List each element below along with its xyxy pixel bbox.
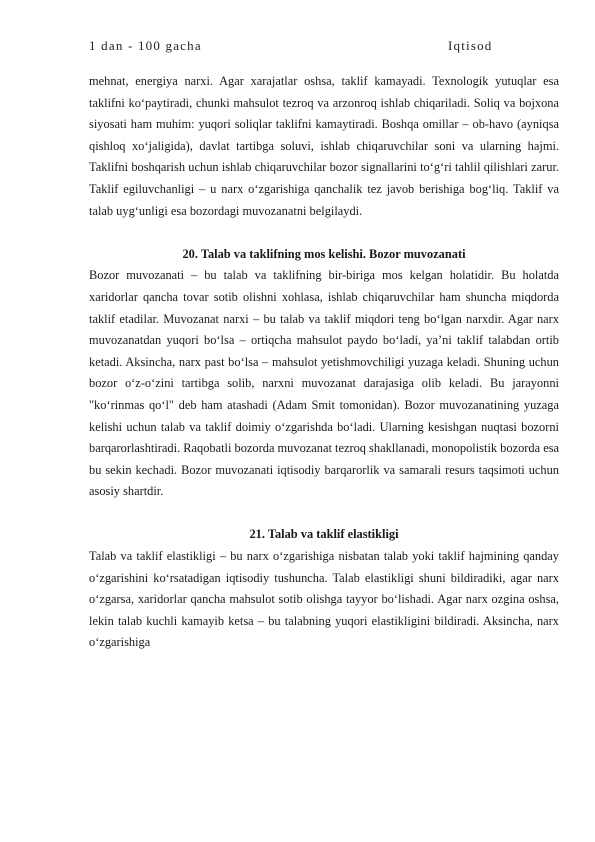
section-gap	[89, 222, 559, 244]
section-20-heading: 20. Talab va taklifning mos kelishi. Bozor muvozanati	[182, 246, 466, 261]
section-21-heading: 21. Talab va taklif elastikligi	[249, 527, 399, 542]
document-body	[89, 71, 559, 654]
intro-paragraph: mehnat, energiya narxi. Agar xarajatlar oshsa, taklif kamayadi. Texnologik yutuqlar esa taklifni ko‘paytiradi, chunki mahsulot tezroq va arzonroq ishlab chiqariladi. Soliq va bojxona siyosati ham muhim: yuqori soliqlar taklifni kamaytiradi. Boshqa omillar – ob-havo (ayniqsa qishloq xo‘jaligida), davlat tartibga soluvi, ishlab chiqaruvchilar soni va ularning hajmi. Taklifni boshqarish uchun ishlab chiqaruvchilar bozor signallarini to‘g‘ri tahlil qilishlari zarur. Taklif egiluvchanligi – u narx o‘zgarishiga qanchalik tez javob berishiga bog‘liq. Taklif va talab uyg‘unligi esa bozordagi muvozanatni belgilaydi.	[89, 74, 559, 218]
section-gap	[89, 503, 559, 525]
header-page-range: 1 dan - 100 gacha	[89, 38, 202, 53]
section-20-paragraph: Bozor muvozanati – bu talab va taklifning bir-biriga mos kelgan holatidir. Bu holatda xaridorlar qancha tovar sotib olishni xohlasa, ishlab chiqaruvchilar ham shuncha miqdorda taklif etadilar. Muvozanat narxi – bu talab va taklif miqdori teng bo‘lgan narxdir. Agar narx muvozanatdan yuqori bo‘lsa – ortiqcha mahsulot paydo bo‘ladi, ya’ni taklif talabdan ortib ketadi. Aksincha, narx past bo‘lsa – mahsulot yetishmovchiligi yuzaga keladi. Shuning uchun bozor o‘z-o‘zini tartibga solib, narxni muvozanat darajasiga olib keladi. Bu jarayonni "ko‘rinmas qo‘l" deb ham atashadi (Adam Smit tomonidan). Bozor muvozanatining yuzaga kelishi uchun talab va taklif doimiy o‘zgarishda bo‘ladi. Ularning kesishgan nuqtasi bozorni barqarorlashtiradi. Raqobatli bozorda muvozanat tezroq shakllanadi, monopolistik bozorda esa bu sekin kechadi. Bozor muvozanati iqtisodiy barqarorlik va samarali resurs taqsimoti uchun asosiy shartdir.	[89, 268, 560, 499]
section-21-paragraph: Talab va taklif elastikligi – bu narx o‘zgarishiga nisbatan talab yoki taklif hajmining qanday o‘zgarishini ko‘rsatadigan iqtisodiy tushuncha. Talab elastikligi shuni bildiradiki, agar narx o‘zgarsa, xaridorlar qancha mahsulot sotib olishga tayyor bo‘lishadi. Agar narx ozgina oshsa, lekin talab kuchli kamayib ketsa – bu talabning yuqori elastikligini bildiradi. Aksincha, narx o‘zgarishiga	[89, 549, 559, 650]
page-header	[89, 38, 559, 56]
header-subject: Iqtisod	[448, 38, 493, 53]
